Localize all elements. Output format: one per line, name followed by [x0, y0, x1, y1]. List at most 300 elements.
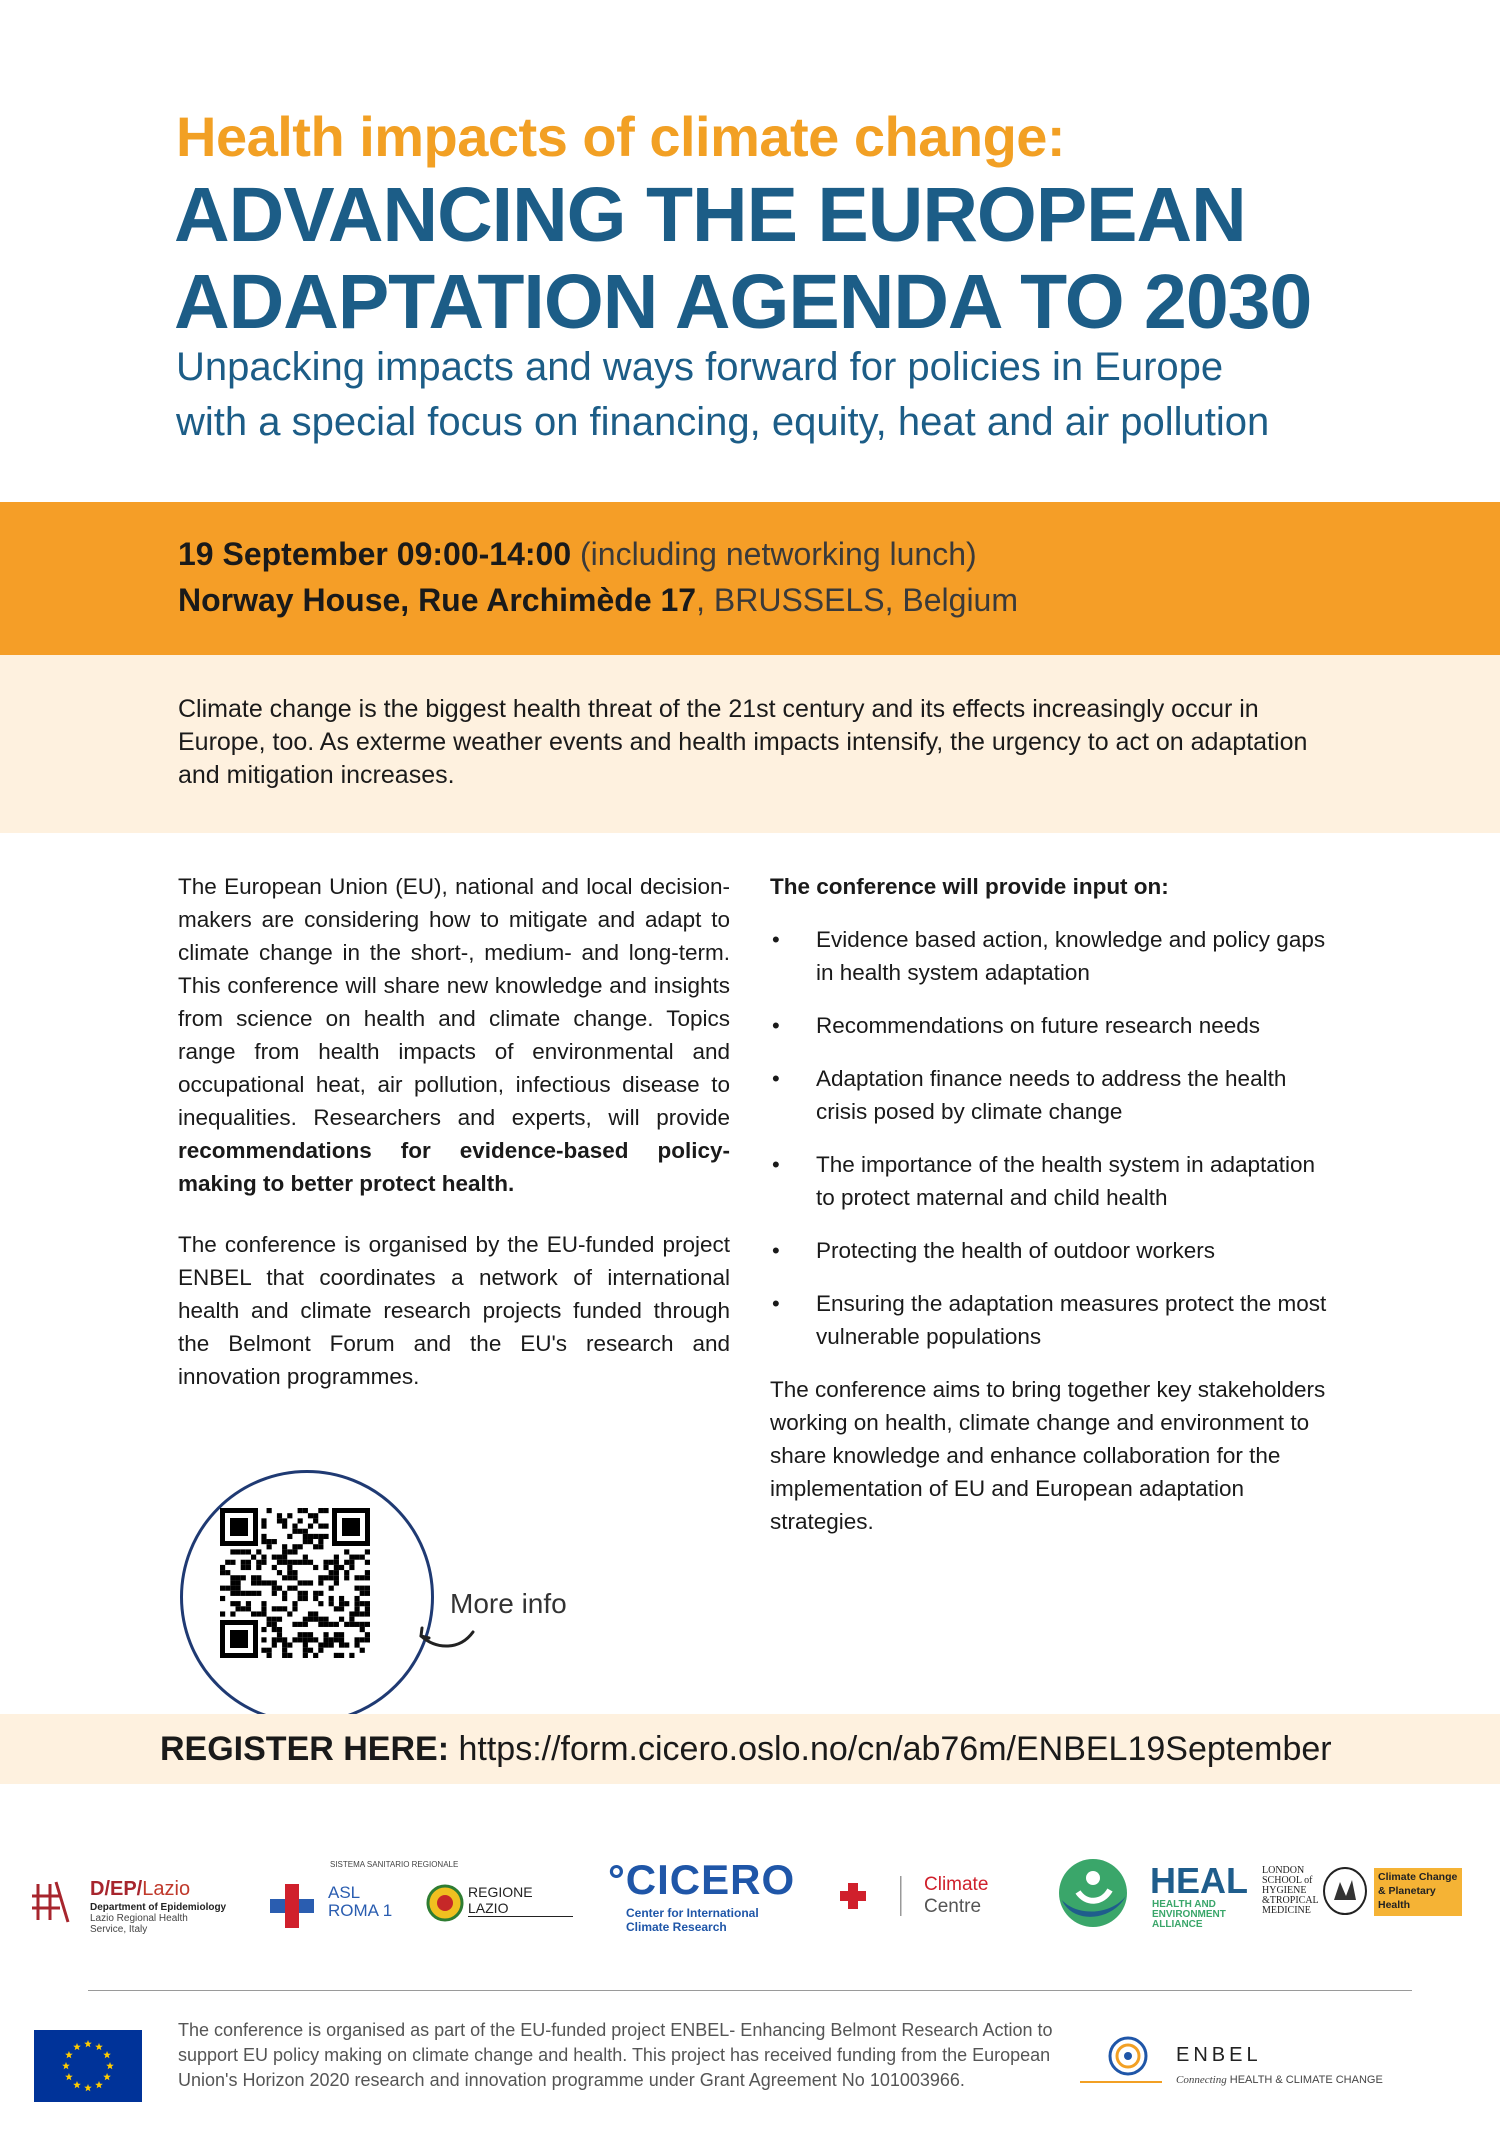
qr-module: [323, 1565, 328, 1570]
qr-module: [365, 1591, 370, 1596]
qr-module: [251, 1611, 256, 1616]
event-date-note: (including networking lunch): [571, 536, 977, 572]
list-item-text: The importance of the health system in adaptation to protect maternal and child health: [816, 1152, 1316, 1210]
qr-module: [365, 1601, 370, 1606]
qr-module: [277, 1627, 282, 1632]
qr-module: [365, 1586, 370, 1591]
qr-module: [282, 1653, 287, 1658]
dep-line-3: Service, Italy: [90, 1924, 148, 1935]
enbel-name: ENBEL: [1176, 2044, 1262, 2066]
asl-roma-logo: [270, 1860, 570, 1940]
qr-module: [287, 1653, 292, 1658]
eu-star-icon: [65, 2051, 73, 2058]
qr-module: [303, 1534, 308, 1539]
qr-module: [365, 1606, 370, 1611]
qr-module: [230, 1549, 235, 1554]
qr-module: [236, 1591, 241, 1596]
qr-module: [360, 1555, 365, 1560]
qr-module: [303, 1648, 308, 1653]
qr-module: [282, 1642, 287, 1647]
qr-module: [236, 1575, 241, 1580]
qr-module: [282, 1518, 287, 1523]
lshtm-line-4: &TROPICAL: [1262, 1895, 1319, 1906]
qr-module: [277, 1606, 282, 1611]
title-line-1: ADVANCING THE EUROPEAN: [174, 172, 1246, 258]
qr-module: [349, 1611, 354, 1616]
qr-module: [220, 1565, 225, 1570]
qr-module: [251, 1591, 256, 1596]
cicero-sub-line-1: Center for International: [626, 1906, 759, 1920]
qr-module: [282, 1555, 287, 1560]
qr-module: [272, 1617, 277, 1622]
event-date: [178, 536, 977, 573]
qr-module: [230, 1580, 235, 1585]
red-cross-crescent-icon: [834, 1876, 904, 1916]
qr-module: [360, 1586, 365, 1591]
qr-module: [329, 1575, 334, 1580]
left-paragraph-1-text: The European Union (EU), national and local decision-makers are considering how to mitigate and adapt to climate change in the short-, medium- and long-term. This conference will share new knowledge and insights from science on health and climate change. Topics range from health impacts of environmental and occupational heat, air pollution, infectious disease to inequalities. Researchers and experts, will provide: [178, 874, 730, 1130]
eu-star-icon: [95, 2081, 103, 2088]
qr-module: [220, 1586, 225, 1591]
qr-module: [344, 1575, 349, 1580]
subtitle-line-2: with a special focus on financing, equity, heat and air pollution: [176, 400, 1270, 444]
eu-star-icon: [73, 2043, 81, 2050]
qr-module: [267, 1580, 272, 1585]
qr-module: [298, 1518, 303, 1523]
qr-module: [261, 1611, 266, 1616]
qr-module: [261, 1539, 266, 1544]
dep-line-2: Lazio Regional Health: [90, 1913, 188, 1924]
qr-module: [329, 1622, 334, 1627]
qr-module: [308, 1648, 313, 1653]
event-venue: [178, 582, 1018, 619]
input-list: [770, 923, 1330, 1353]
list-item: [770, 1287, 1330, 1353]
qr-module: [303, 1591, 308, 1596]
qr-module: [349, 1555, 354, 1560]
list-item-text: Recommendations on future research needs: [816, 1013, 1261, 1038]
qr-module: [272, 1539, 277, 1544]
qr-module: [261, 1601, 266, 1606]
enbel-emblem-icon: [1076, 2034, 1166, 2092]
qr-module: [282, 1596, 287, 1601]
qr-module: [298, 1560, 303, 1565]
qr-module: [256, 1575, 261, 1580]
qr-module: [261, 1627, 266, 1632]
qr-module: [334, 1565, 339, 1570]
bullet: •: [772, 927, 780, 952]
qr-module: [329, 1637, 334, 1642]
qr-module: [282, 1648, 287, 1653]
register-link[interactable]: https://form.cicero.oslo.no/cn/ab76m/ENBEL19September: [449, 1730, 1332, 1768]
heal-globe-icon: [1056, 1856, 1130, 1930]
qr-module: [308, 1513, 313, 1518]
qr-module: [349, 1653, 354, 1658]
qr-module: [261, 1580, 266, 1585]
planetary-health-badge: [1374, 1868, 1462, 1916]
qr-module: [323, 1524, 328, 1529]
right-column: [770, 870, 1330, 1538]
qr-module: [267, 1653, 272, 1658]
qr-module: [220, 1596, 225, 1601]
qr-module: [354, 1642, 359, 1647]
qr-module: [241, 1606, 246, 1611]
qr-module: [360, 1575, 365, 1580]
regione-lazio-text: [468, 1884, 573, 1917]
eu-star-icon: [95, 2043, 103, 2050]
qr-module: [287, 1642, 292, 1647]
qr-module: [365, 1632, 370, 1637]
qr-module: [272, 1622, 277, 1627]
red-cross-icon: [270, 1884, 314, 1928]
qr-module: [354, 1611, 359, 1616]
qr-code[interactable]: [220, 1508, 370, 1658]
qr-module: [318, 1591, 323, 1596]
list-item-text: Adaptation finance needs to address the health crisis posed by climate change: [816, 1066, 1287, 1124]
qr-module: [360, 1601, 365, 1606]
qr-module: [354, 1622, 359, 1627]
qr-module: [292, 1544, 297, 1549]
qr-module: [308, 1632, 313, 1637]
qr-module: [360, 1622, 365, 1627]
qr-module: [318, 1508, 323, 1513]
climate-centre-line-2: Centre: [924, 1896, 982, 1917]
qr-module: [323, 1560, 328, 1565]
event-date-time: 19 September 09:00-14:00: [178, 536, 572, 572]
qr-module: [241, 1565, 246, 1570]
qr-module: [256, 1560, 261, 1565]
qr-module: [261, 1555, 266, 1560]
list-item: [770, 923, 1330, 989]
badge-line-3: Health: [1378, 1899, 1411, 1911]
qr-module: [282, 1524, 287, 1529]
qr-module: [236, 1549, 241, 1554]
qr-module: [267, 1508, 272, 1513]
qr-module: [298, 1529, 303, 1534]
qr-module: [329, 1601, 334, 1606]
qr-module: [287, 1575, 292, 1580]
qr-module: [261, 1606, 266, 1611]
qr-module: [287, 1586, 292, 1591]
qr-module: [349, 1622, 354, 1627]
qr-module: [282, 1560, 287, 1565]
climate-centre-line-1: Climate: [924, 1874, 989, 1895]
qr-module: [267, 1622, 272, 1627]
qr-module: [344, 1560, 349, 1565]
asl-line-1: ASL: [328, 1883, 361, 1902]
qr-module: [313, 1544, 318, 1549]
qr-module: [334, 1653, 339, 1658]
qr-module: [287, 1565, 292, 1570]
qr-module: [339, 1606, 344, 1611]
qr-module: [298, 1637, 303, 1642]
qr-module: [313, 1565, 318, 1570]
qr-module: [277, 1518, 282, 1523]
heal-name: HEAL: [1150, 1860, 1248, 1901]
qr-module: [277, 1555, 282, 1560]
qr-module: [329, 1560, 334, 1565]
qr-module: [318, 1617, 323, 1622]
qr-module: [318, 1534, 323, 1539]
qr-module: [272, 1642, 277, 1647]
climate-centre-text: [924, 1874, 988, 1918]
qr-module: [354, 1606, 359, 1611]
qr-module: [251, 1575, 256, 1580]
dep-emblem-icon: [30, 1878, 74, 1926]
qr-module: [365, 1611, 370, 1616]
qr-module: [292, 1622, 297, 1627]
qr-module: [251, 1580, 256, 1585]
heal-sub-line-1: HEALTH AND: [1152, 1899, 1216, 1910]
qr-module: [220, 1611, 225, 1616]
list-item-text: Evidence based action, knowledge and policy gaps in health system adaptation: [816, 927, 1326, 985]
title-line-2: ADAPTATION AGENDA TO 2030: [174, 259, 1312, 345]
qr-module: [246, 1565, 251, 1570]
qr-module: [318, 1524, 323, 1529]
enbel-logo: [1076, 2034, 1416, 2094]
eu-star-icon: [73, 2081, 81, 2088]
qr-module: [272, 1586, 277, 1591]
qr-module: [349, 1560, 354, 1565]
qr-module: [365, 1637, 370, 1642]
qr-module: [225, 1570, 230, 1575]
qr-module: [323, 1534, 328, 1539]
qr-module: [246, 1601, 251, 1606]
qr-module: [323, 1632, 328, 1637]
qr-module: [318, 1544, 323, 1549]
qr-module: [334, 1580, 339, 1585]
qr-module: [272, 1606, 277, 1611]
qr-module: [318, 1539, 323, 1544]
bullet: •: [772, 1291, 780, 1316]
asl-name: [328, 1884, 392, 1920]
register-label: REGISTER HERE:: [160, 1730, 450, 1768]
qr-module: [334, 1622, 339, 1627]
qr-module: [323, 1617, 328, 1622]
qr-module: [256, 1580, 261, 1585]
badge-line-2: & Planetary: [1378, 1885, 1436, 1897]
qr-module: [354, 1637, 359, 1642]
list-item: [770, 1148, 1330, 1214]
title-highlight: Health impacts of climate change:: [176, 105, 1066, 168]
qr-module: [272, 1591, 277, 1596]
qr-module: [282, 1606, 287, 1611]
qr-module: [261, 1637, 266, 1642]
bullet: •: [772, 1152, 780, 1177]
qr-module: [256, 1549, 261, 1554]
qr-module: [230, 1591, 235, 1596]
qr-module: [236, 1606, 241, 1611]
qr-module: [282, 1549, 287, 1554]
qr-module: [303, 1596, 308, 1601]
list-item: [770, 1009, 1330, 1042]
eu-star-icon: [103, 2051, 111, 2058]
qr-module: [360, 1637, 365, 1642]
qr-module: [308, 1524, 313, 1529]
asl-caption: SISTEMA SANITARIO REGIONALE: [330, 1860, 459, 1869]
qr-module: [261, 1524, 266, 1529]
lshtm-logo: [1262, 1866, 1462, 1926]
qr-module: [277, 1560, 282, 1565]
qr-module: [230, 1560, 235, 1565]
qr-module: [360, 1611, 365, 1616]
qr-module: [277, 1570, 282, 1575]
qr-module: [298, 1580, 303, 1585]
qr-module: [225, 1560, 230, 1565]
qr-module: [272, 1580, 277, 1585]
qr-module: [329, 1596, 334, 1601]
qr-module: [323, 1508, 328, 1513]
lshtm-line-2: SCHOOL of: [1262, 1875, 1313, 1886]
qr-module: [313, 1596, 318, 1601]
list-item-text: Ensuring the adaptation measures protect the most vulnerable populations: [816, 1291, 1327, 1349]
event-venue-city: , BRUSSELS, Belgium: [696, 582, 1018, 618]
qr-module: [287, 1560, 292, 1565]
qr-module: [298, 1591, 303, 1596]
qr-module: [339, 1596, 344, 1601]
qr-module: [303, 1560, 308, 1565]
qr-module: [236, 1580, 241, 1585]
qr-module: [230, 1575, 235, 1580]
qr-module: [329, 1586, 334, 1591]
intro-text: Climate change is the biggest health threat of the 21st century and its effects increasingly occur in Europe, too. As exterme weather events and health impacts intensify, the urgency to act on adaptation and mitigation increases.: [178, 695, 1308, 789]
qr-module: [339, 1632, 344, 1637]
dep-line-1: Department of Epidemiology: [90, 1902, 227, 1913]
qr-module: [267, 1544, 272, 1549]
event-info-band: [0, 502, 1500, 655]
qr-module: [334, 1637, 339, 1642]
qr-module: [251, 1555, 256, 1560]
eu-flag-icon: [34, 2030, 142, 2102]
bullet: •: [772, 1238, 780, 1263]
qr-module: [360, 1648, 365, 1653]
qr-module: [287, 1513, 292, 1518]
qr-module: [308, 1560, 313, 1565]
qr-module: [292, 1560, 297, 1565]
qr-module: [272, 1627, 277, 1632]
qr-module: [292, 1549, 297, 1554]
qr-module: [308, 1539, 313, 1544]
lshtm-line-3: HYGIENE: [1262, 1885, 1307, 1896]
qr-module: [303, 1555, 308, 1560]
qr-module: [365, 1575, 370, 1580]
qr-module: [292, 1524, 297, 1529]
qr-module: [246, 1591, 251, 1596]
more-info-label: More info: [450, 1588, 567, 1619]
qr-module: [241, 1560, 246, 1565]
qr-module: [365, 1549, 370, 1554]
qr-module: [292, 1601, 297, 1606]
qr-module: [344, 1570, 349, 1575]
qr-module: [365, 1622, 370, 1627]
qr-module: [313, 1653, 318, 1658]
qr-module: [318, 1622, 323, 1627]
asl-line-2: ROMA 1: [328, 1901, 393, 1920]
qr-module: [272, 1555, 277, 1560]
qr-module: [267, 1539, 272, 1544]
qr-module: [360, 1591, 365, 1596]
enbel-tagline: [1176, 2074, 1383, 2086]
qr-module: [339, 1617, 344, 1622]
lshtm-name: [1262, 1866, 1319, 1916]
qr-module: [339, 1642, 344, 1647]
climate-centre-logo: [834, 1872, 994, 1922]
qr-module: [318, 1642, 323, 1647]
left-column: [178, 870, 730, 1421]
qr-module: [277, 1637, 282, 1642]
qr-module: [246, 1606, 251, 1611]
qr-module: [313, 1513, 318, 1518]
qr-module: [298, 1544, 303, 1549]
qr-module: [303, 1642, 308, 1647]
qr-module: [339, 1601, 344, 1606]
qr-module: [256, 1565, 261, 1570]
qr-module: [292, 1570, 297, 1575]
heal-sub-line-2: ENVIRONMENT: [1152, 1909, 1226, 1920]
qr-module: [308, 1637, 313, 1642]
qr-module: [308, 1617, 313, 1622]
qr-module: [298, 1508, 303, 1513]
qr-module: [303, 1637, 308, 1642]
cicero-name: °CICERO: [608, 1856, 796, 1903]
qr-module: [261, 1534, 266, 1539]
dep-mark: D/EP/: [90, 1878, 143, 1900]
qr-module: [334, 1575, 339, 1580]
eu-star-icon: [62, 2062, 70, 2069]
qr-module: [282, 1591, 287, 1596]
qr-module: [344, 1601, 349, 1606]
register-line: [160, 1730, 1332, 1769]
qr-module: [303, 1539, 308, 1544]
qr-module: [256, 1611, 261, 1616]
list-item: [770, 1062, 1330, 1128]
qr-module: [323, 1575, 328, 1580]
qr-module: [272, 1637, 277, 1642]
qr-module: [334, 1560, 339, 1565]
qr-module: [241, 1575, 246, 1580]
qr-module: [344, 1549, 349, 1554]
qr-module: [354, 1601, 359, 1606]
subtitle: [176, 340, 1269, 450]
qr-module: [365, 1570, 370, 1575]
qr-module: [287, 1570, 292, 1575]
qr-module: [292, 1586, 297, 1591]
qr-module: [365, 1560, 370, 1565]
qr-module: [282, 1544, 287, 1549]
event-venue-address: Norway House, Rue Archimède 17: [178, 582, 697, 618]
qr-module: [282, 1575, 287, 1580]
left-paragraph-1: [178, 870, 730, 1200]
qr-module: [225, 1586, 230, 1591]
eu-star-icon: [84, 2040, 92, 2047]
eu-star-icon: [65, 2073, 73, 2080]
lshtm-line-1: LONDON: [1262, 1865, 1305, 1876]
qr-module: [292, 1575, 297, 1580]
qr-module: [220, 1570, 225, 1575]
regione-line-2: LAZIO: [468, 1900, 509, 1916]
qr-module: [308, 1580, 313, 1585]
enbel-tagline-rest: HEALTH & CLIMATE CHANGE: [1226, 2074, 1383, 2086]
input-heading: The conference will provide input on:: [770, 874, 1169, 899]
left-paragraph-1-emphasis: recommendations for evidence-based policy-making to better protect health.: [178, 1138, 730, 1196]
left-paragraph-2: The conference is organised by the EU-funded project ENBEL that coordinates a network of international health and climate research projects funded through the Belmont Forum and the EU's research and innovation programmes.: [178, 1232, 730, 1389]
qr-module: [282, 1637, 287, 1642]
bullet: •: [772, 1066, 780, 1091]
footer-text: The conference is organised as part of the EU-funded project ENBEL- Enhancing Belmont Research Action to support EU policy making on climate change and health. This project has received funding from the European Union's Horizon 2020 research and innovation programme under Grant Agreement No 101003966.: [178, 2020, 1053, 2090]
qr-module: [272, 1565, 277, 1570]
dep-region: Lazio: [142, 1878, 191, 1900]
qr-module: [303, 1653, 308, 1658]
